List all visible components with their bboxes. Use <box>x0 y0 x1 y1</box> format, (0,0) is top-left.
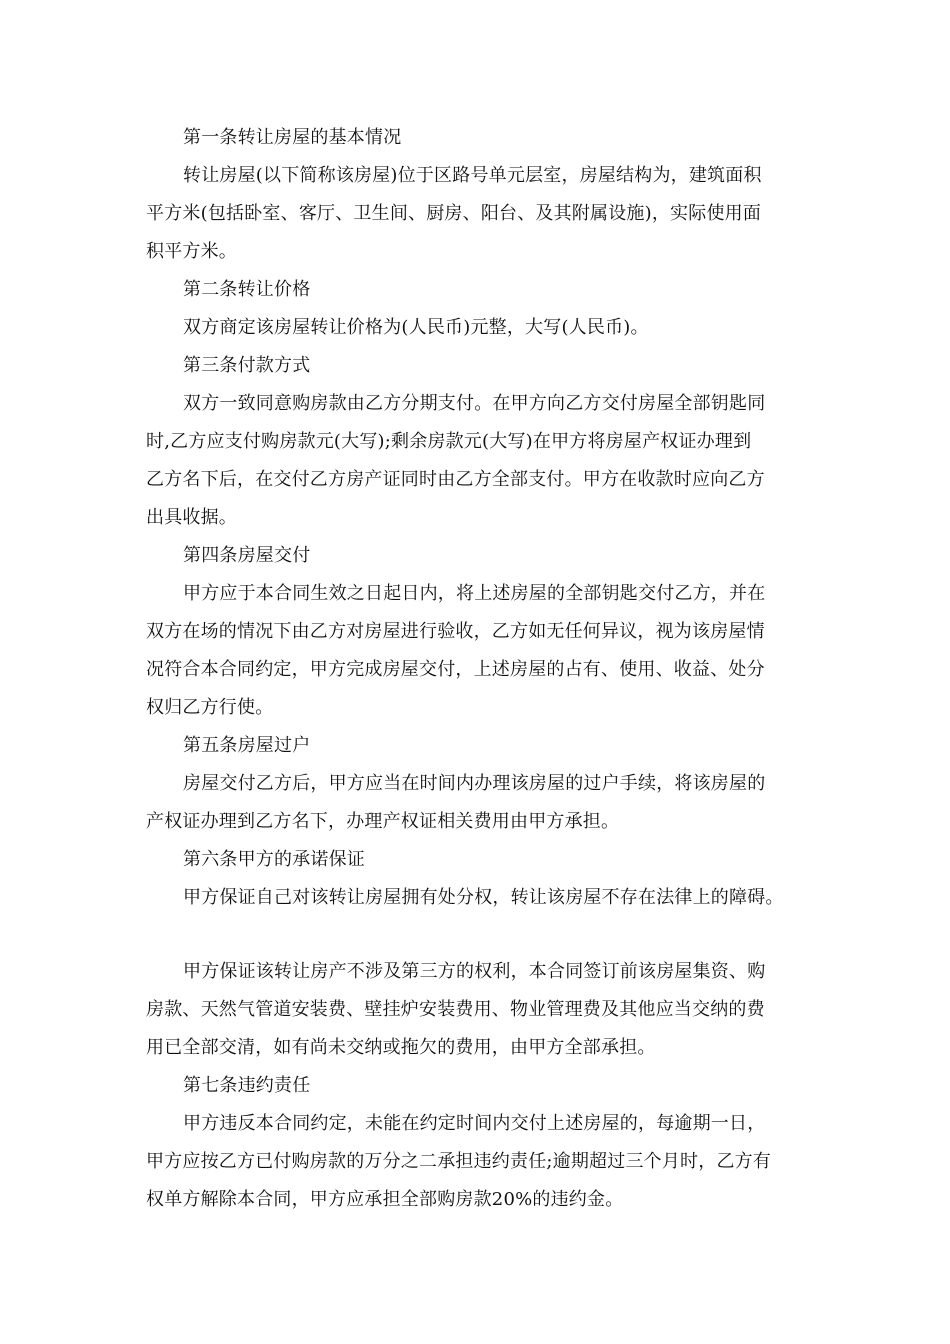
article-4-line-1: 甲方应于本合同生效之日起日内，将上述房屋的全部钥匙交付乙方，并在 <box>183 583 766 604</box>
article-7-line-2: 甲方应按乙方已付购房款的万分之二承担违约责任;逾期超过三个月时，乙方有 <box>146 1151 772 1172</box>
article-1-line-3: 积平方米。 <box>146 241 237 262</box>
article-3-line-3: 乙方名下后，在交付乙方房产证同时由乙方全部支付。甲方在收款时应向乙方 <box>146 469 765 490</box>
heading-article-5: 第五条房屋过户 <box>183 735 311 756</box>
article-3-line-2: 时,乙方应支付购房款元(大写);剩余房款元(大写)在甲方将房屋产权证办理到 <box>146 431 752 452</box>
article-4-line-3: 况符合本合同约定，甲方完成房屋交付，上述房屋的占有、使用、收益、处分 <box>146 659 765 680</box>
article-1-line-1: 转让房屋(以下简称该房屋)位于区路号单元层室，房屋结构为，建筑面积 <box>183 165 762 186</box>
article-6-line-1: 甲方保证自己对该转让房屋拥有处分权，转让该房屋不存在法律上的障碍。 <box>183 887 784 908</box>
article-6-line-2: 甲方保证该转让房产不涉及第三方的权利，本合同签订前该房屋集资、购 <box>183 961 766 982</box>
heading-article-4: 第四条房屋交付 <box>183 545 311 566</box>
heading-article-3: 第三条付款方式 <box>183 355 311 376</box>
article-2-line-1: 双方商定该房屋转让价格为(人民币)元整，大写(人民币)。 <box>183 317 649 338</box>
article-7-line-1: 甲方违反本合同约定，未能在约定时间内交付上述房屋的，每逾期一日， <box>183 1113 766 1134</box>
heading-article-6: 第六条甲方的承诺保证 <box>183 849 365 870</box>
heading-article-1: 第一条转让房屋的基本情况 <box>183 127 402 148</box>
article-5-line-2: 产权证办理到乙方名下，办理产权证相关费用由甲方承担。 <box>146 811 620 832</box>
article-3-line-1: 双方一致同意购房款由乙方分期支付。在甲方向乙方交付房屋全部钥匙同 <box>183 393 766 414</box>
article-6-line-3: 房款、天然气管道安装费、壁挂炉安装费用、物业管理费及其他应当交纳的费 <box>146 999 765 1020</box>
article-5-line-1: 房屋交付乙方后，甲方应当在时间内办理该房屋的过户手续，将该房屋的 <box>183 773 766 794</box>
article-4-line-4: 权归乙方行使。 <box>146 697 274 718</box>
article-6-line-4: 用已全部交清，如有尚未交纳或拖欠的费用，由甲方全部承担。 <box>146 1037 656 1058</box>
article-3-line-4: 出具收据。 <box>146 507 237 528</box>
article-4-line-2: 双方在场的情况下由乙方对房屋进行验收，乙方如无任何异议，视为该房屋情 <box>146 621 765 642</box>
heading-article-2: 第二条转让价格 <box>183 279 311 300</box>
article-7-line-3: 权单方解除本合同，甲方应承担全部购房款20%的违约金。 <box>146 1189 624 1210</box>
heading-article-7: 第七条违约责任 <box>183 1075 311 1096</box>
article-1-line-2: 平方米(包括卧室、客厅、卫生间、厨房、阳台、及其附属设施)，实际使用面 <box>146 203 762 224</box>
